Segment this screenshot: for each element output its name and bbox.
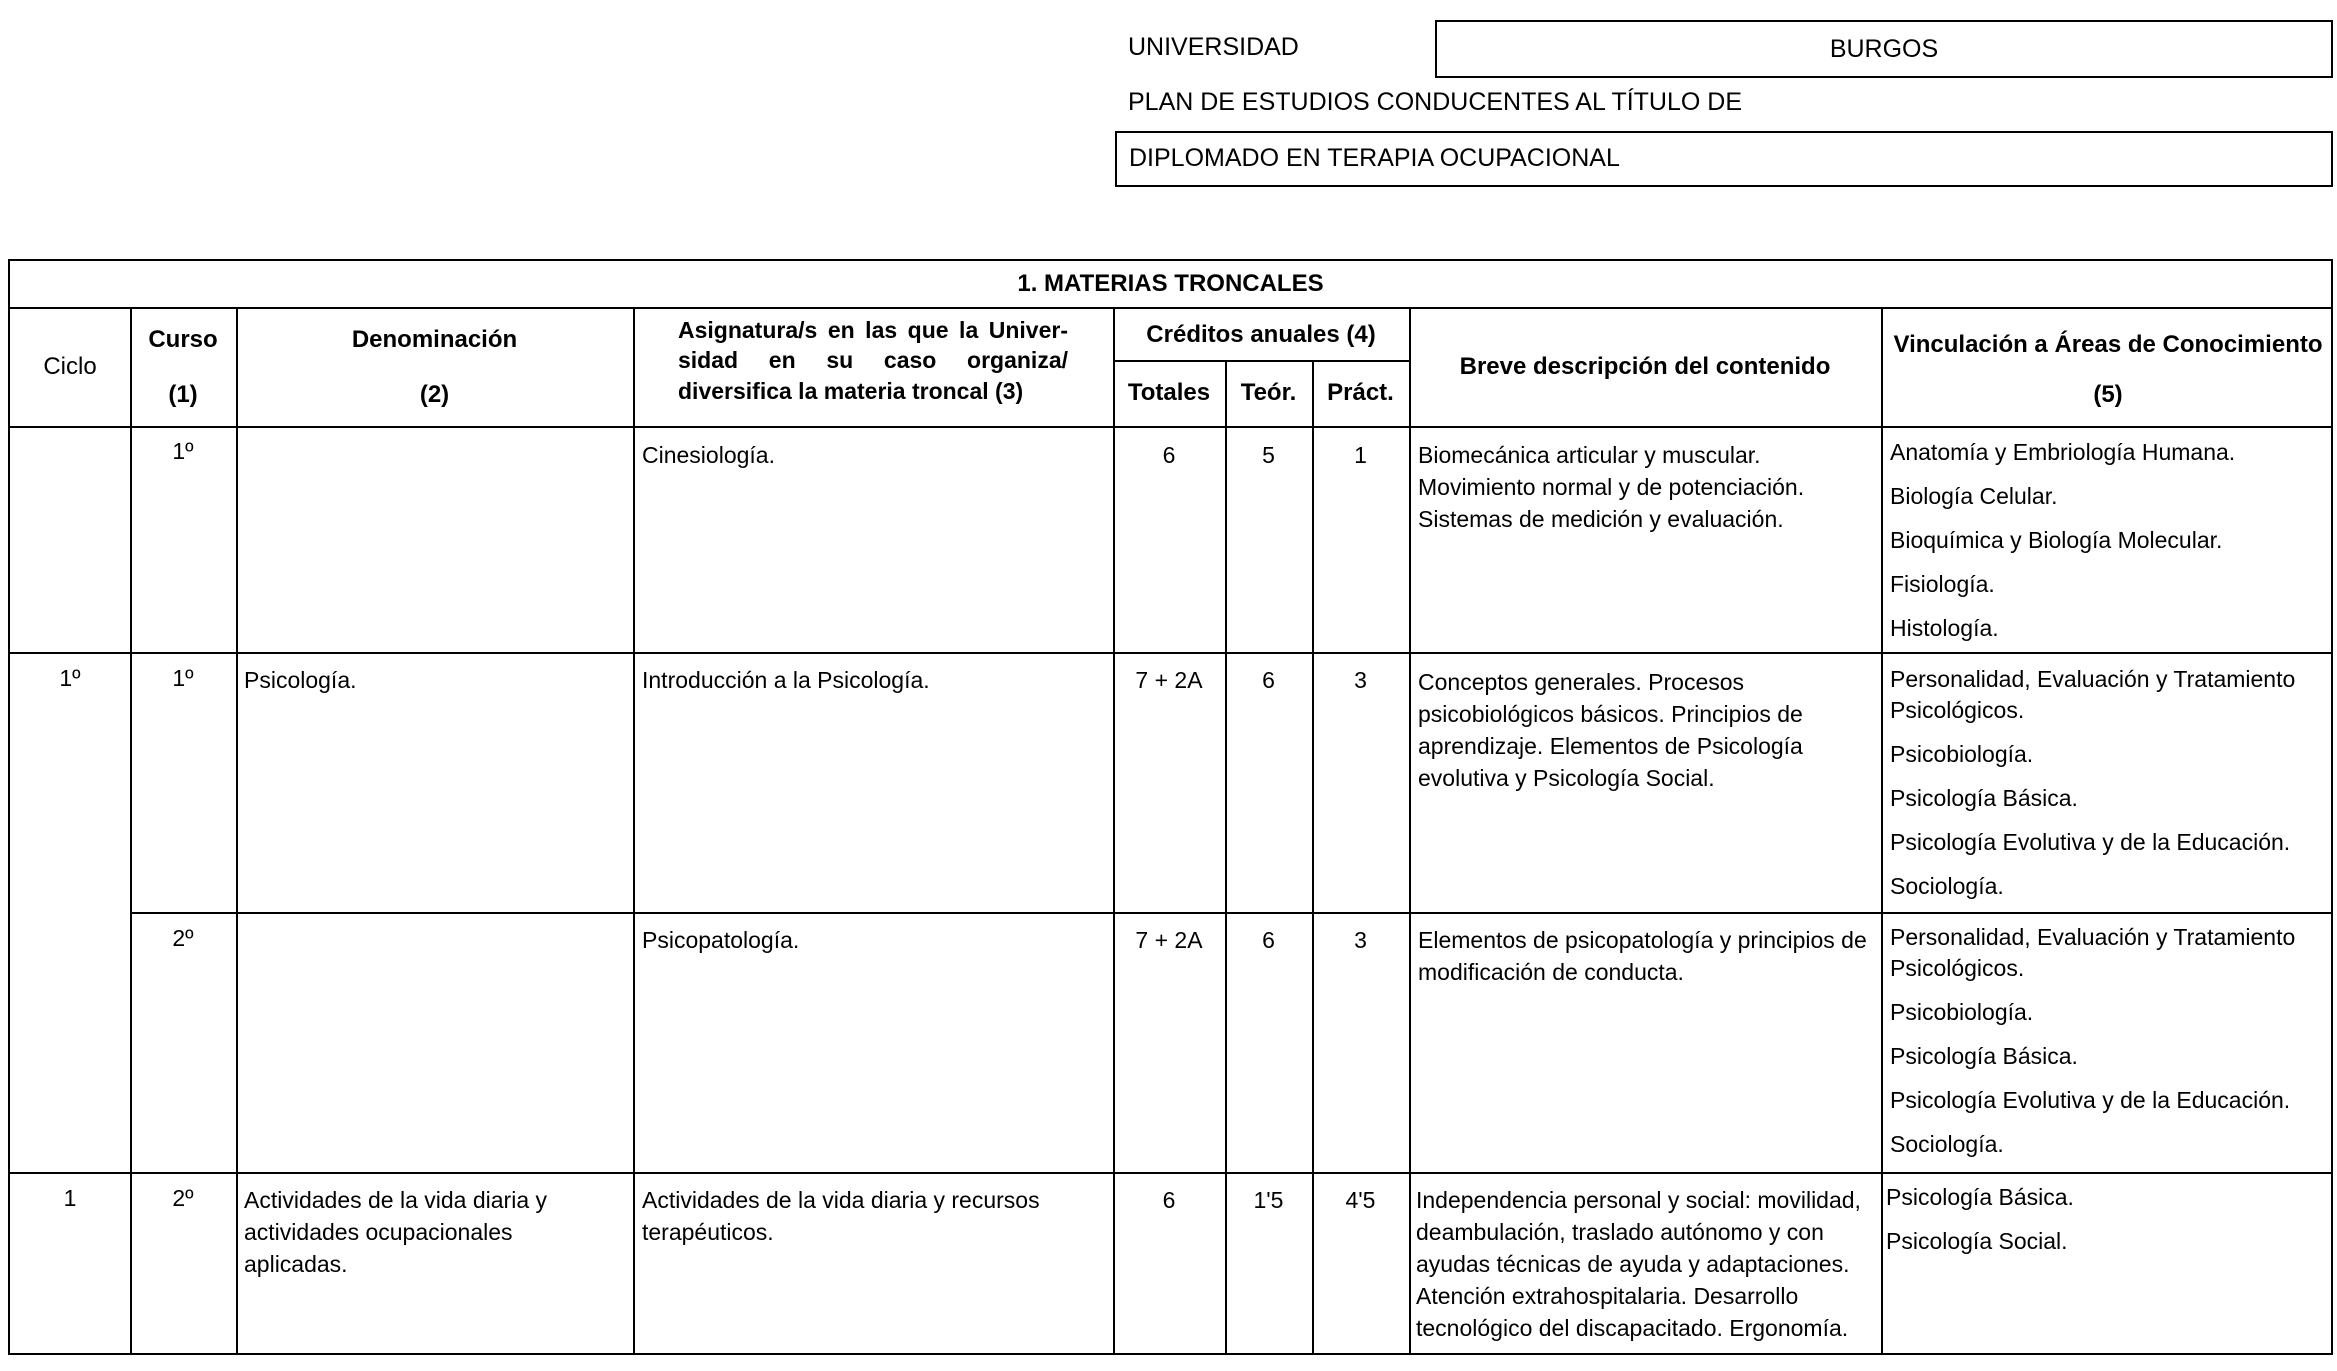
area-item: Psicología Social. — [1886, 1228, 2068, 1254]
col-creditos: Créditos anuales (4) — [1146, 321, 1376, 348]
row4-teor: 1'5 — [1253, 1187, 1284, 1213]
row2-areas — [1890, 664, 2295, 902]
row3-areas — [1890, 922, 2295, 1160]
col-descripcion: Breve descripción del contenido — [1459, 353, 1831, 380]
row3-teor: 6 — [1262, 927, 1275, 953]
row1-teor: 5 — [1262, 442, 1275, 468]
col-curso-note: (1) — [168, 381, 198, 408]
area-item: Psicología Básica. — [1886, 1184, 2074, 1210]
row4-pract: 4'5 — [1345, 1187, 1376, 1213]
area-item: Psicológicos. — [1890, 697, 2025, 723]
row3-asignatura: Psicopatología. — [642, 927, 800, 953]
row2-descripcion: Conceptos generales. Procesos psicobiológicos básicos. Principios de aprendizaje. Elementos de Psicología evolutiva y Psicología Social. — [1418, 669, 1803, 791]
row4-totales: 6 — [1162, 1187, 1176, 1213]
area-item: Psicología Básica. — [1890, 1043, 2078, 1069]
row3-descripcion: Elementos de psicopatología y principios de modificación de conducta. — [1418, 927, 1867, 985]
area-item: Personalidad, Evaluación y Tratamiento — [1890, 924, 2296, 950]
row2-teor: 6 — [1262, 667, 1275, 693]
col-asignatura-line2: sidad en su caso organiza/ — [678, 347, 1068, 373]
col-asignatura-line1: Asignatura/s en las que la Univer- — [678, 317, 1068, 343]
row2-curso: 1º — [172, 665, 194, 691]
col-denominacion: Denominación — [351, 326, 518, 353]
col-asignatura — [678, 314, 1068, 408]
row2-pract: 3 — [1354, 667, 1367, 693]
area-item: Psicológicos. — [1890, 955, 2025, 981]
row2-ciclo: 1º — [59, 665, 81, 691]
row4-ciclo: 1 — [63, 1185, 77, 1211]
area-item: Psicología Básica. — [1890, 785, 2078, 811]
titulo-value: DIPLOMADO EN TERAPIA OCUPACIONAL — [1129, 144, 1620, 172]
area-item: Anatomía y Embriología Humana. — [1890, 439, 2236, 465]
row3-pract: 3 — [1354, 927, 1367, 953]
col-denominacion-note: (2) — [419, 381, 450, 408]
area-item: Psicología Evolutiva y de la Educación. — [1890, 1087, 2291, 1113]
row4-areas — [1886, 1182, 2074, 1257]
col-totales: Totales — [1127, 379, 1211, 406]
row4-asignatura: Actividades de la vida diaria y recursos terapéuticos. — [642, 1187, 1040, 1245]
row1-pract: 1 — [1354, 442, 1367, 468]
universidad-label: UNIVERSIDAD — [1128, 33, 1299, 61]
area-item: Sociología. — [1890, 873, 2004, 899]
col-ciclo: Ciclo — [43, 353, 97, 380]
row1-curso: 1º — [172, 438, 194, 464]
row1-descripcion: Biomecánica articular y muscular. Movimiento normal y de potenciación. Sistemas de medición y evaluación. — [1418, 442, 1805, 532]
row4-curso: 2º — [172, 1185, 194, 1211]
titulo-field — [1115, 131, 2333, 187]
area-item: Personalidad, Evaluación y Tratamiento — [1890, 666, 2296, 692]
area-item: Psicología Evolutiva y de la Educación. — [1890, 829, 2291, 855]
row3-totales: 7 + 2A — [1135, 927, 1203, 953]
plan-label: PLAN DE ESTUDIOS CONDUCENTES AL TÍTULO DE — [1128, 88, 1743, 116]
col-vinculacion-note: (5) — [2093, 381, 2123, 408]
universidad-field — [1435, 20, 2333, 78]
universidad-value: BURGOS — [1829, 35, 1939, 63]
row4-descripcion: Independencia personal y social: movilidad, deambulación, traslado autónomo y con ayudas técnicas de ayuda y adaptaciones. Atención extrahospitalaria. Desarrollo tecnológico del discapacitado. Ergonomía. — [1416, 1187, 1861, 1341]
materias-troncales-table — [8, 259, 2333, 1355]
row4-denominacion: Actividades de la vida diaria y actividades ocupacionales aplicadas. — [244, 1187, 547, 1277]
row1-areas — [1890, 437, 2235, 644]
col-curso: Curso — [148, 326, 218, 353]
col-vinculacion: Vinculación a Áreas de Conocimiento — [1893, 331, 2323, 358]
area-item: Psicobiología. — [1890, 741, 2034, 767]
area-item: Psicobiología. — [1890, 999, 2034, 1025]
row1-totales: 6 — [1162, 442, 1176, 468]
table-title: 1. MATERIAS TRONCALES — [1017, 270, 1324, 297]
area-item: Histología. — [1890, 615, 1999, 641]
col-teor: Teór. — [1240, 379, 1297, 406]
col-asignatura-line3: diversifica la materia troncal (3) — [678, 378, 1024, 404]
row2-asignatura: Introducción a la Psicología. — [642, 667, 930, 693]
area-item: Sociología. — [1890, 1131, 2004, 1157]
area-item: Bioquímica y Biología Molecular. — [1890, 527, 2223, 553]
area-item: Fisiología. — [1890, 571, 1995, 597]
row3-curso: 2º — [172, 925, 194, 951]
row2-totales: 7 + 2A — [1135, 667, 1203, 693]
row2-denominacion: Psicología. — [244, 667, 357, 693]
area-item: Biología Celular. — [1890, 483, 2058, 509]
row1-asignatura: Cinesiología. — [642, 442, 775, 468]
col-pract: Práct. — [1327, 379, 1394, 406]
